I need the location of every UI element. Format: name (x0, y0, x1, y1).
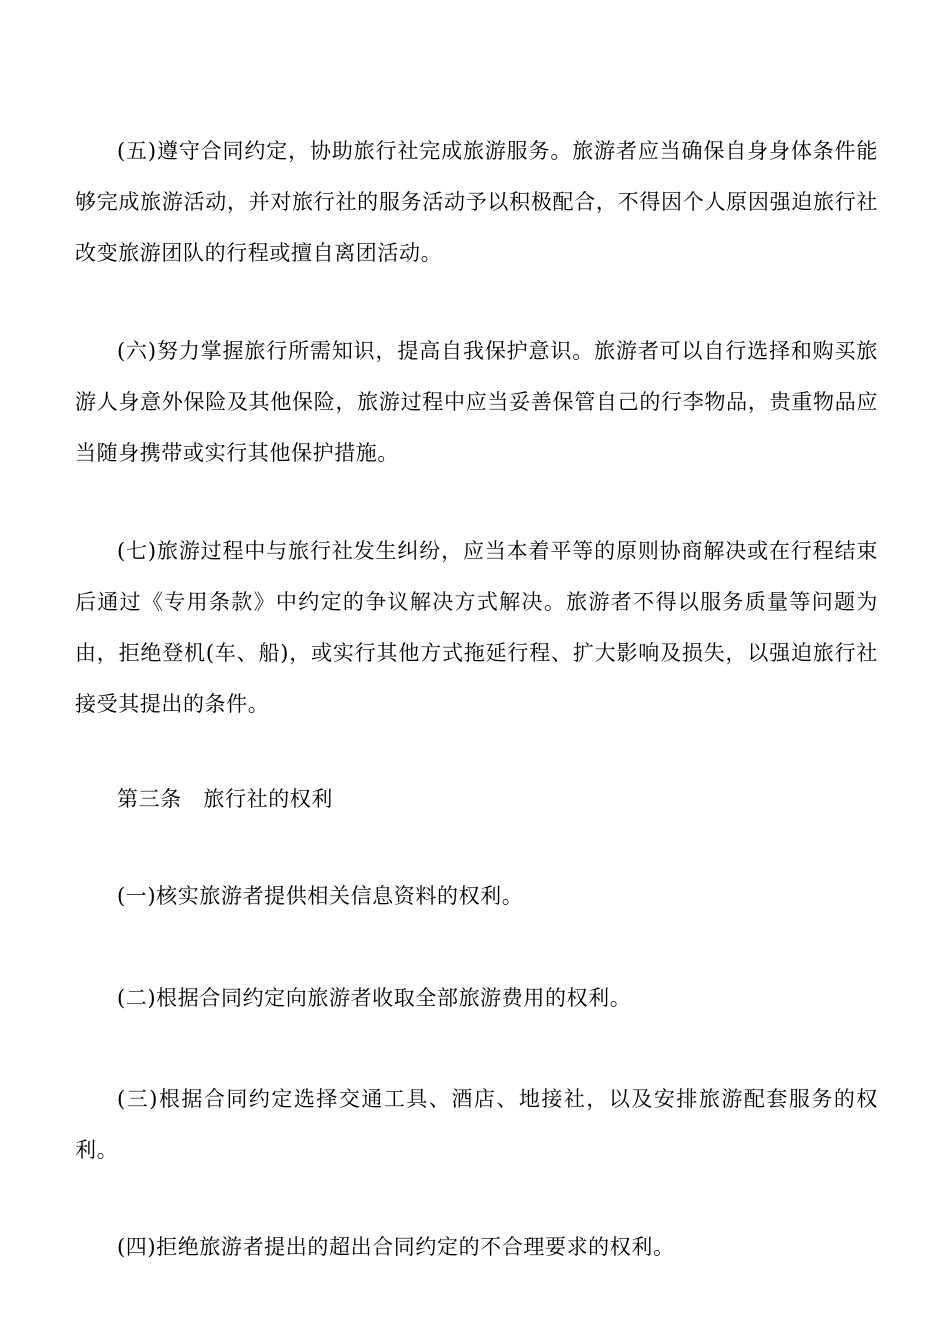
rights-item-3: (三)根据合同约定选择交通工具、酒店、地接社，以及安排旅游配套服务的权利。 (75, 1087, 878, 1162)
rights-item-1: (一)核实旅游者提供相关信息资料的权利。 (117, 884, 524, 908)
rights-item-4: (四)拒绝旅游者提出的超出合同约定的不合理要求的权利。 (117, 1235, 675, 1259)
paragraph-item-6: (六)努力掌握旅行所需知识，提高自我保护意识。旅游者可以自行选择和购买旅游人身意外保险及其他保险，旅游过程中应当妥善保管自己的行李物品，贵重物品应当随身携带或实行其他保护措施。 (75, 339, 878, 465)
paragraph-item-5: (五)遵守合同约定，协助旅行社完成旅游服务。旅游者应当确保自身身体条件能够完成旅游活动，并对旅行社的服务活动予以积极配合，不得因个人原因强迫旅行社改变旅游团队的行程或擅自离团活动。 (75, 139, 878, 265)
paragraph-item-7: (七)旅游过程中与旅行社发生纠纷，应当本着平等的原则协商解决或在行程结束后通过《专用条款》中约定的争议解决方式解决。旅游者不得以服务质量等问题为由，拒绝登机(车、船)，或实行其他方式拖延行程、扩大影响及损失，以强迫旅行社接受其提出的条件。 (75, 539, 878, 716)
rights-item-2: (二)根据合同约定向旅游者收取全部旅游费用的权利。 (117, 986, 632, 1010)
article-heading: 第三条 旅行社的权利 (117, 787, 333, 811)
